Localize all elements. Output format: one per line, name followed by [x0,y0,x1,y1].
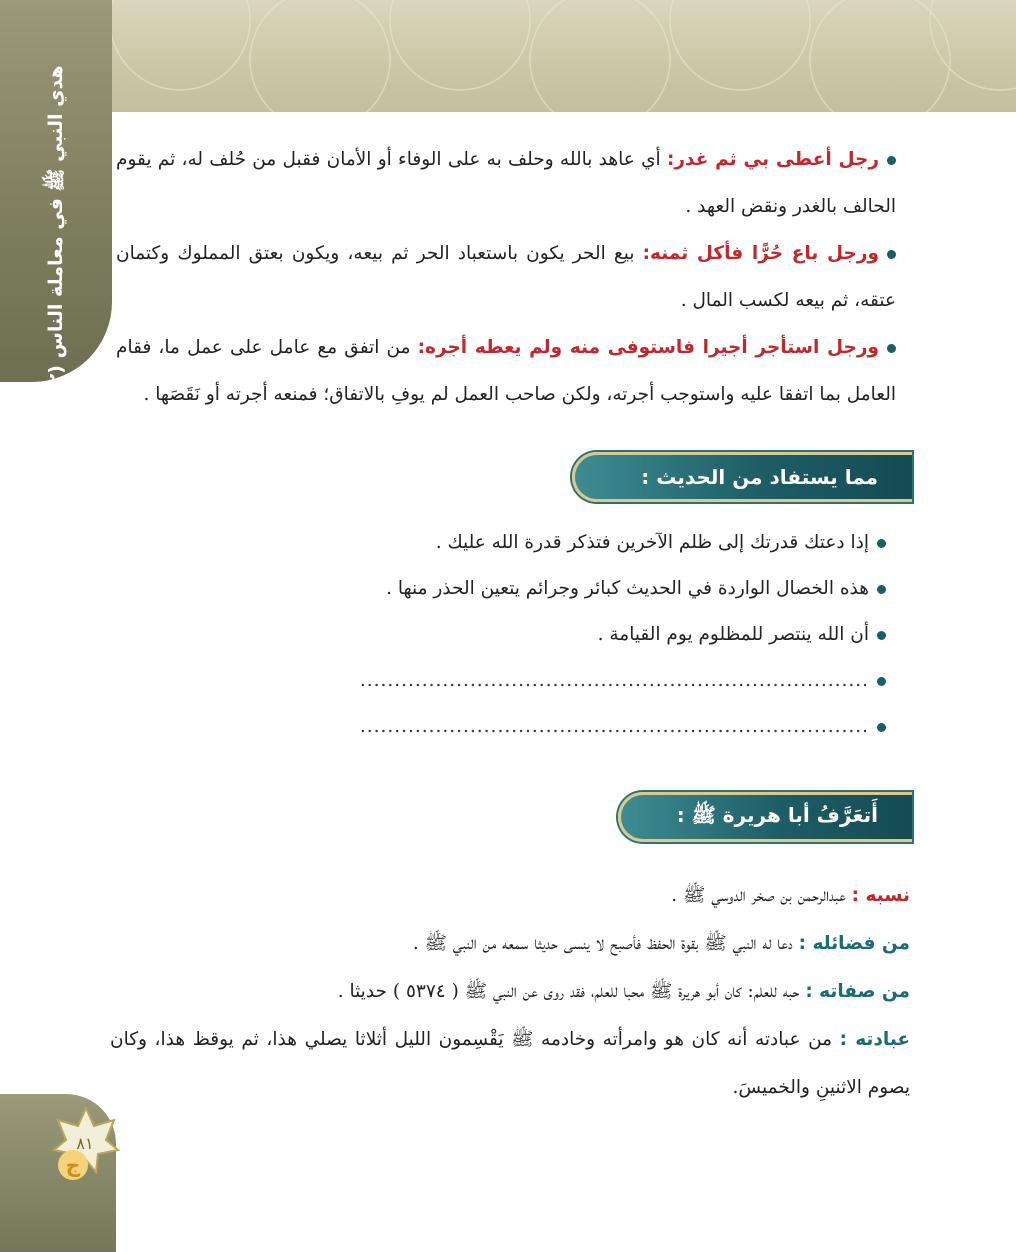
lessons-list [146,520,886,750]
bullet-icon [877,677,886,686]
bio-row-worship: عبادته : من عبادته أنه كان هو وامرأته وخادمه ﷺ يَقْسِمون الليل أثلاثا يصلي هذا، ثم يوقظ هذا، وكان يصوم الاثنينِ والخميسَ. [110,1029,911,1098]
list-item: هذه الخصال الواردة في الحديث كبائر وجرائم يتعين الحذر منها . [146,566,886,612]
list-item: أن الله ينتصر للمظلوم يوم القيامة . [146,612,886,658]
definition: بيع الحر يكون باستعباد الحر ثم بيعه، ويكون بعتق المملوك وكتمان عتقه، ثم بيعه لكسب المال . [116,243,896,311]
list-item-blank[interactable]: .......................................................................... [146,658,886,704]
bullet-icon [877,585,886,594]
chapter-side-tab [0,0,112,395]
bullet-icon [887,250,896,259]
term: ورجل باع حُرًّا فأكل ثمنه [650,243,879,264]
term: ورجل استأجر أجيرا فاستوفى منه ولم يعطه أجره [425,337,879,358]
bio-section [110,872,910,1112]
list-item: إذا دعتك قدرتك إلى ظلم الآخرين فتذكر قدرة الله عليك . [146,520,886,566]
lessons-heading: مما يستفاد من الحديث : [572,452,912,502]
page-number: ٨١ [76,1133,94,1153]
bullet-icon [877,539,886,548]
publisher-logo-icon: ج [58,1150,88,1180]
bullet-icon [887,156,896,165]
bio-row-virtues: من فضائله : دعا له النبي ﷺ بقوة الحفظ فأصبح لا ينسى حديثا سمعه من النبي ﷺ . [412,933,910,954]
bio-label: من فضائله : [798,933,910,954]
list-item-blank[interactable]: .......................................................................... [146,704,886,750]
bullet-icon [877,723,886,732]
chapter-title: هدي النبي ﷺ في معاملة الناس (٢) [45,65,67,395]
arabesque-pattern [0,0,1016,112]
bio-label: من صفاته : [805,981,910,1002]
intro-item-3: ورجل استأجر أجيرا فاستوفى منه ولم يعطه أجره: من اتفق مع عامل على عمل ما، فقام العامل بما اتفقا عليه واستوجب أجرته، ولكن صاحب العمل لم يوفِ بالاتفاق؛ فمنعه أجرته أو نَقَصَها . [116,337,896,405]
intro-item-2: ورجل باع حُرًّا فأكل ثمنه: بيع الحر يكون باستعباد الحر ثم بيعه، ويكون بعتق المملوك وكتمان عتقه، ثم بيعه لكسب المال . [116,243,896,311]
definition: أي عاهد بالله وحلف به على الوفاء أو الأمان فقبل من حُلف له، ثم يقوم الحالف بالغدر ونقض العهد . [116,149,896,217]
bio-label: عبادته : [839,1029,911,1050]
top-decorative-band [0,0,1016,112]
bio-label: نسبه : [851,885,910,906]
term: رجل أعطى بي ثم غدر [674,149,879,170]
definition: من اتفق مع عامل على عمل ما، فقام العامل بما اتفقا عليه واستوجب أجرته، ولكن صاحب العمل لم يوفِ بالاتفاق؛ فمنعه أجرته أو نَقَصَها . [116,337,896,405]
bullet-icon [887,344,896,353]
bio-heading: أَتعَرَّفُ أبا هريرة ﷺ : [618,792,912,842]
bio-row-traits: من صفاته : حبه للعلم: كان أبو هريرة ﷺ محبا للعلم، فقد روى عن النبي ﷺ ( ٥٣٧٤ ) حديثا . [337,981,910,1002]
intro-item-1: رجل أعطى بي ثم غدر: أي عاهد بالله وحلف به على الوفاء أو الأمان فقبل من حُلف له، ثم يقوم الحالف بالغدر ونقض العهد . [116,149,896,217]
bullet-icon [877,631,886,640]
bio-row-lineage: نسبه : عبدالرحمن بن صخر الدوسي ﷺ . [671,885,910,906]
